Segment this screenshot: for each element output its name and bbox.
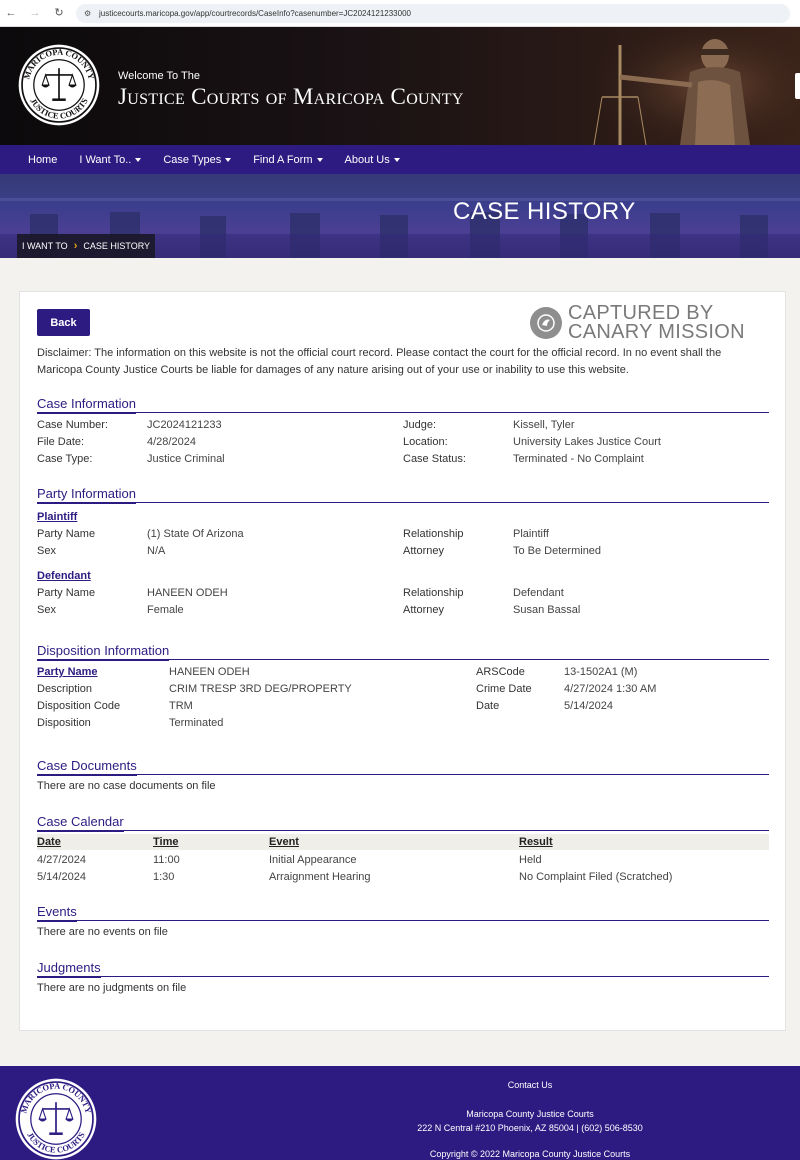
reload-icon[interactable]: ↻ — [54, 7, 64, 19]
disposition-date-value: 5/14/2024 — [564, 700, 613, 712]
file-date-label: File Date: — [37, 436, 85, 448]
site-info-icon[interactable]: ⚙ — [84, 8, 92, 18]
plaintiff-attorney: To Be Determined — [513, 545, 602, 557]
page-title: CASE HISTORY — [453, 198, 636, 225]
defendant-sex: Female — [147, 604, 184, 616]
defendant-party-name-label: Party Name — [37, 587, 96, 599]
browser-toolbar — [0, 0, 800, 27]
forward-arrow-icon[interactable]: → — [29, 7, 41, 19]
disposition-code-value: TRM — [169, 700, 193, 712]
case-documents-section — [37, 758, 769, 792]
case-detail-card — [19, 291, 786, 1031]
disclaimer-text: Disclaimer: The information on this website is not the official court record. Please contact the court for the official record. In no event shall the Maricopa County Justice Courts be liable for damages of any nature arising out of your use or inability to use this website. — [37, 347, 722, 376]
defendant-relationship-label: Relationship — [403, 587, 464, 599]
column-header-result[interactable]: Result — [519, 836, 553, 848]
page-hero-banner — [0, 174, 800, 258]
plaintiff-party-name: (1) State Of Arizona — [147, 528, 244, 540]
crime-date-value: 4/27/2024 1:30 AM — [564, 683, 657, 695]
case-type-value: Justice Criminal — [147, 453, 225, 465]
calendar-time-cell: 1:30 — [153, 871, 175, 883]
case-status-label: Case Status: — [403, 453, 466, 465]
calendar-time-cell: 11:00 — [153, 854, 180, 866]
location-value: University Lakes Justice Court — [513, 436, 661, 448]
section-title: Case Information — [37, 396, 769, 413]
lady-justice-statue-image — [580, 27, 800, 145]
plaintiff-attorney-label: Attorney — [403, 545, 444, 557]
footer-address: 222 N Central #210 Phoenix, AZ 85004 | (602) 506-8530 — [417, 1123, 643, 1133]
welcome-text: Welcome To The — [118, 70, 200, 82]
judge-value: Kissell, Tyler — [513, 419, 575, 431]
footer-copyright: Copyright © 2022 Maricopa County Justice Courts — [429, 1149, 631, 1159]
section-title: Party Information — [37, 486, 769, 503]
site-header — [0, 27, 800, 145]
case-number-label: Case Number: — [37, 419, 108, 431]
defendant-party-name: HANEEN ODEH — [147, 587, 228, 599]
ars-code-value: 13-1502A1 (M) — [564, 666, 638, 678]
disposition-party-name-label[interactable]: Party Name — [37, 666, 98, 678]
nav-i-want-to[interactable]: I Want To.. — [79, 154, 141, 166]
column-header-event[interactable]: Event — [269, 836, 299, 848]
disposition-code-label: Disposition Code — [37, 700, 121, 712]
defendant-attorney: Susan Bassal — [513, 604, 581, 616]
party-information-section — [37, 486, 769, 616]
calendar-date-cell: 5/14/2024 — [37, 871, 86, 883]
caret-down-icon — [394, 158, 400, 162]
section-title: Case Documents — [37, 758, 769, 775]
canary-bird-icon — [530, 307, 562, 339]
section-title: Events — [37, 904, 769, 921]
column-header-time[interactable]: Time — [153, 836, 179, 848]
footer-org-name: Maricopa County Justice Courts — [466, 1109, 594, 1119]
case-status-value: Terminated - No Complaint — [513, 453, 644, 465]
disposition-information-section — [37, 643, 769, 729]
calendar-result-cell: Held — [519, 854, 542, 866]
breadcrumb-case-history: CASE HISTORY — [83, 241, 151, 251]
county-seal-logo[interactable] — [17, 43, 101, 127]
disposition-label: Disposition — [37, 717, 91, 729]
nav-find-a-form[interactable]: Find A Form — [253, 154, 322, 166]
svg-text:MARICOPA COUNTY: MARICOPA COUNTY — [22, 47, 96, 81]
disposition-date-label: Date — [476, 700, 500, 712]
plaintiff-party-name-label: Party Name — [37, 528, 96, 540]
no-documents-text: There are no case documents on file — [37, 780, 216, 792]
disposition-party-name: HANEEN ODEH — [169, 666, 250, 678]
url-text: justicecourts.maricopa.gov/app/courtrecords/CaseInfo?casenumber=JC2024121233000 — [99, 8, 411, 18]
plaintiff-heading[interactable]: Plaintiff — [37, 511, 78, 523]
ars-code-label: ARSCode — [476, 666, 525, 678]
defendant-relationship: Defendant — [513, 587, 564, 599]
svg-text:MARICOPA COUNTY: MARICOPA COUNTY — [19, 1081, 93, 1115]
plaintiff-relationship-label: Relationship — [403, 528, 464, 540]
defendant-attorney-label: Attorney — [403, 604, 444, 616]
defendant-heading[interactable]: Defendant — [37, 570, 91, 582]
judgments-section — [37, 960, 769, 994]
no-judgments-text: There are no judgments on file — [37, 982, 187, 994]
calendar-table-header — [37, 834, 769, 850]
back-arrow-icon[interactable]: ← — [5, 7, 17, 19]
description-value: CRIM TRESP 3RD DEG/PROPERTY — [169, 683, 352, 695]
judge-label: Judge: — [403, 419, 437, 431]
case-number-value: JC2024121233 — [147, 419, 222, 431]
svg-text:JUSTICE COURTS: JUSTICE COURTS — [25, 1130, 87, 1155]
section-title: Judgments — [37, 960, 769, 977]
side-tab[interactable] — [795, 73, 800, 99]
main-navigation — [0, 145, 800, 174]
back-button[interactable]: Back — [37, 309, 90, 336]
caret-down-icon — [317, 158, 323, 162]
chevron-right-icon: › — [73, 240, 78, 252]
capture-watermark — [530, 304, 745, 342]
svg-text:JUSTICE COURTS: JUSTICE COURTS — [28, 96, 90, 121]
section-title: Disposition Information — [37, 643, 769, 660]
case-calendar-section — [37, 814, 769, 883]
site-title: Justice Courts of Maricopa County — [118, 84, 464, 109]
column-header-date[interactable]: Date — [37, 836, 61, 848]
description-label: Description — [37, 683, 93, 695]
nav-home[interactable]: Home — [28, 153, 58, 166]
calendar-date-cell: 4/27/2024 — [37, 854, 86, 866]
calendar-event-cell: Arraignment Hearing — [269, 871, 371, 883]
defendant-sex-label: Sex — [37, 604, 56, 616]
no-events-text: There are no events on file — [37, 926, 168, 938]
caret-down-icon — [135, 158, 141, 162]
breadcrumb — [17, 234, 155, 258]
address-bar[interactable] — [76, 4, 790, 23]
case-type-label: Case Type: — [37, 453, 93, 465]
plaintiff-sex: N/A — [147, 545, 166, 557]
calendar-result-cell: No Complaint Filed (Scratched) — [519, 871, 673, 883]
nav-case-types[interactable]: Case Types — [163, 154, 231, 166]
crime-date-label: Crime Date — [476, 683, 532, 695]
plaintiff-sex-label: Sex — [37, 545, 56, 557]
section-title: Case Calendar — [37, 814, 769, 831]
location-label: Location: — [403, 436, 448, 448]
file-date-value: 4/28/2024 — [147, 436, 196, 448]
watermark-line-2: CANARY MISSION — [568, 321, 745, 343]
events-section — [37, 904, 769, 938]
county-seal-logo[interactable] — [14, 1077, 98, 1160]
main-content — [0, 258, 800, 1066]
disposition-value: Terminated — [169, 717, 224, 729]
caret-down-icon — [225, 158, 231, 162]
plaintiff-relationship: Plaintiff — [513, 528, 549, 540]
nav-about-us[interactable]: About Us — [345, 154, 400, 166]
watermark-line-1: CAPTURED BY — [568, 302, 714, 324]
site-footer — [0, 1066, 800, 1160]
contact-us-link[interactable]: Contact Us — [507, 1080, 553, 1090]
calendar-event-cell: Initial Appearance — [269, 854, 357, 866]
case-information-section — [37, 396, 769, 465]
breadcrumb-i-want-to[interactable]: I WANT TO — [22, 241, 68, 251]
